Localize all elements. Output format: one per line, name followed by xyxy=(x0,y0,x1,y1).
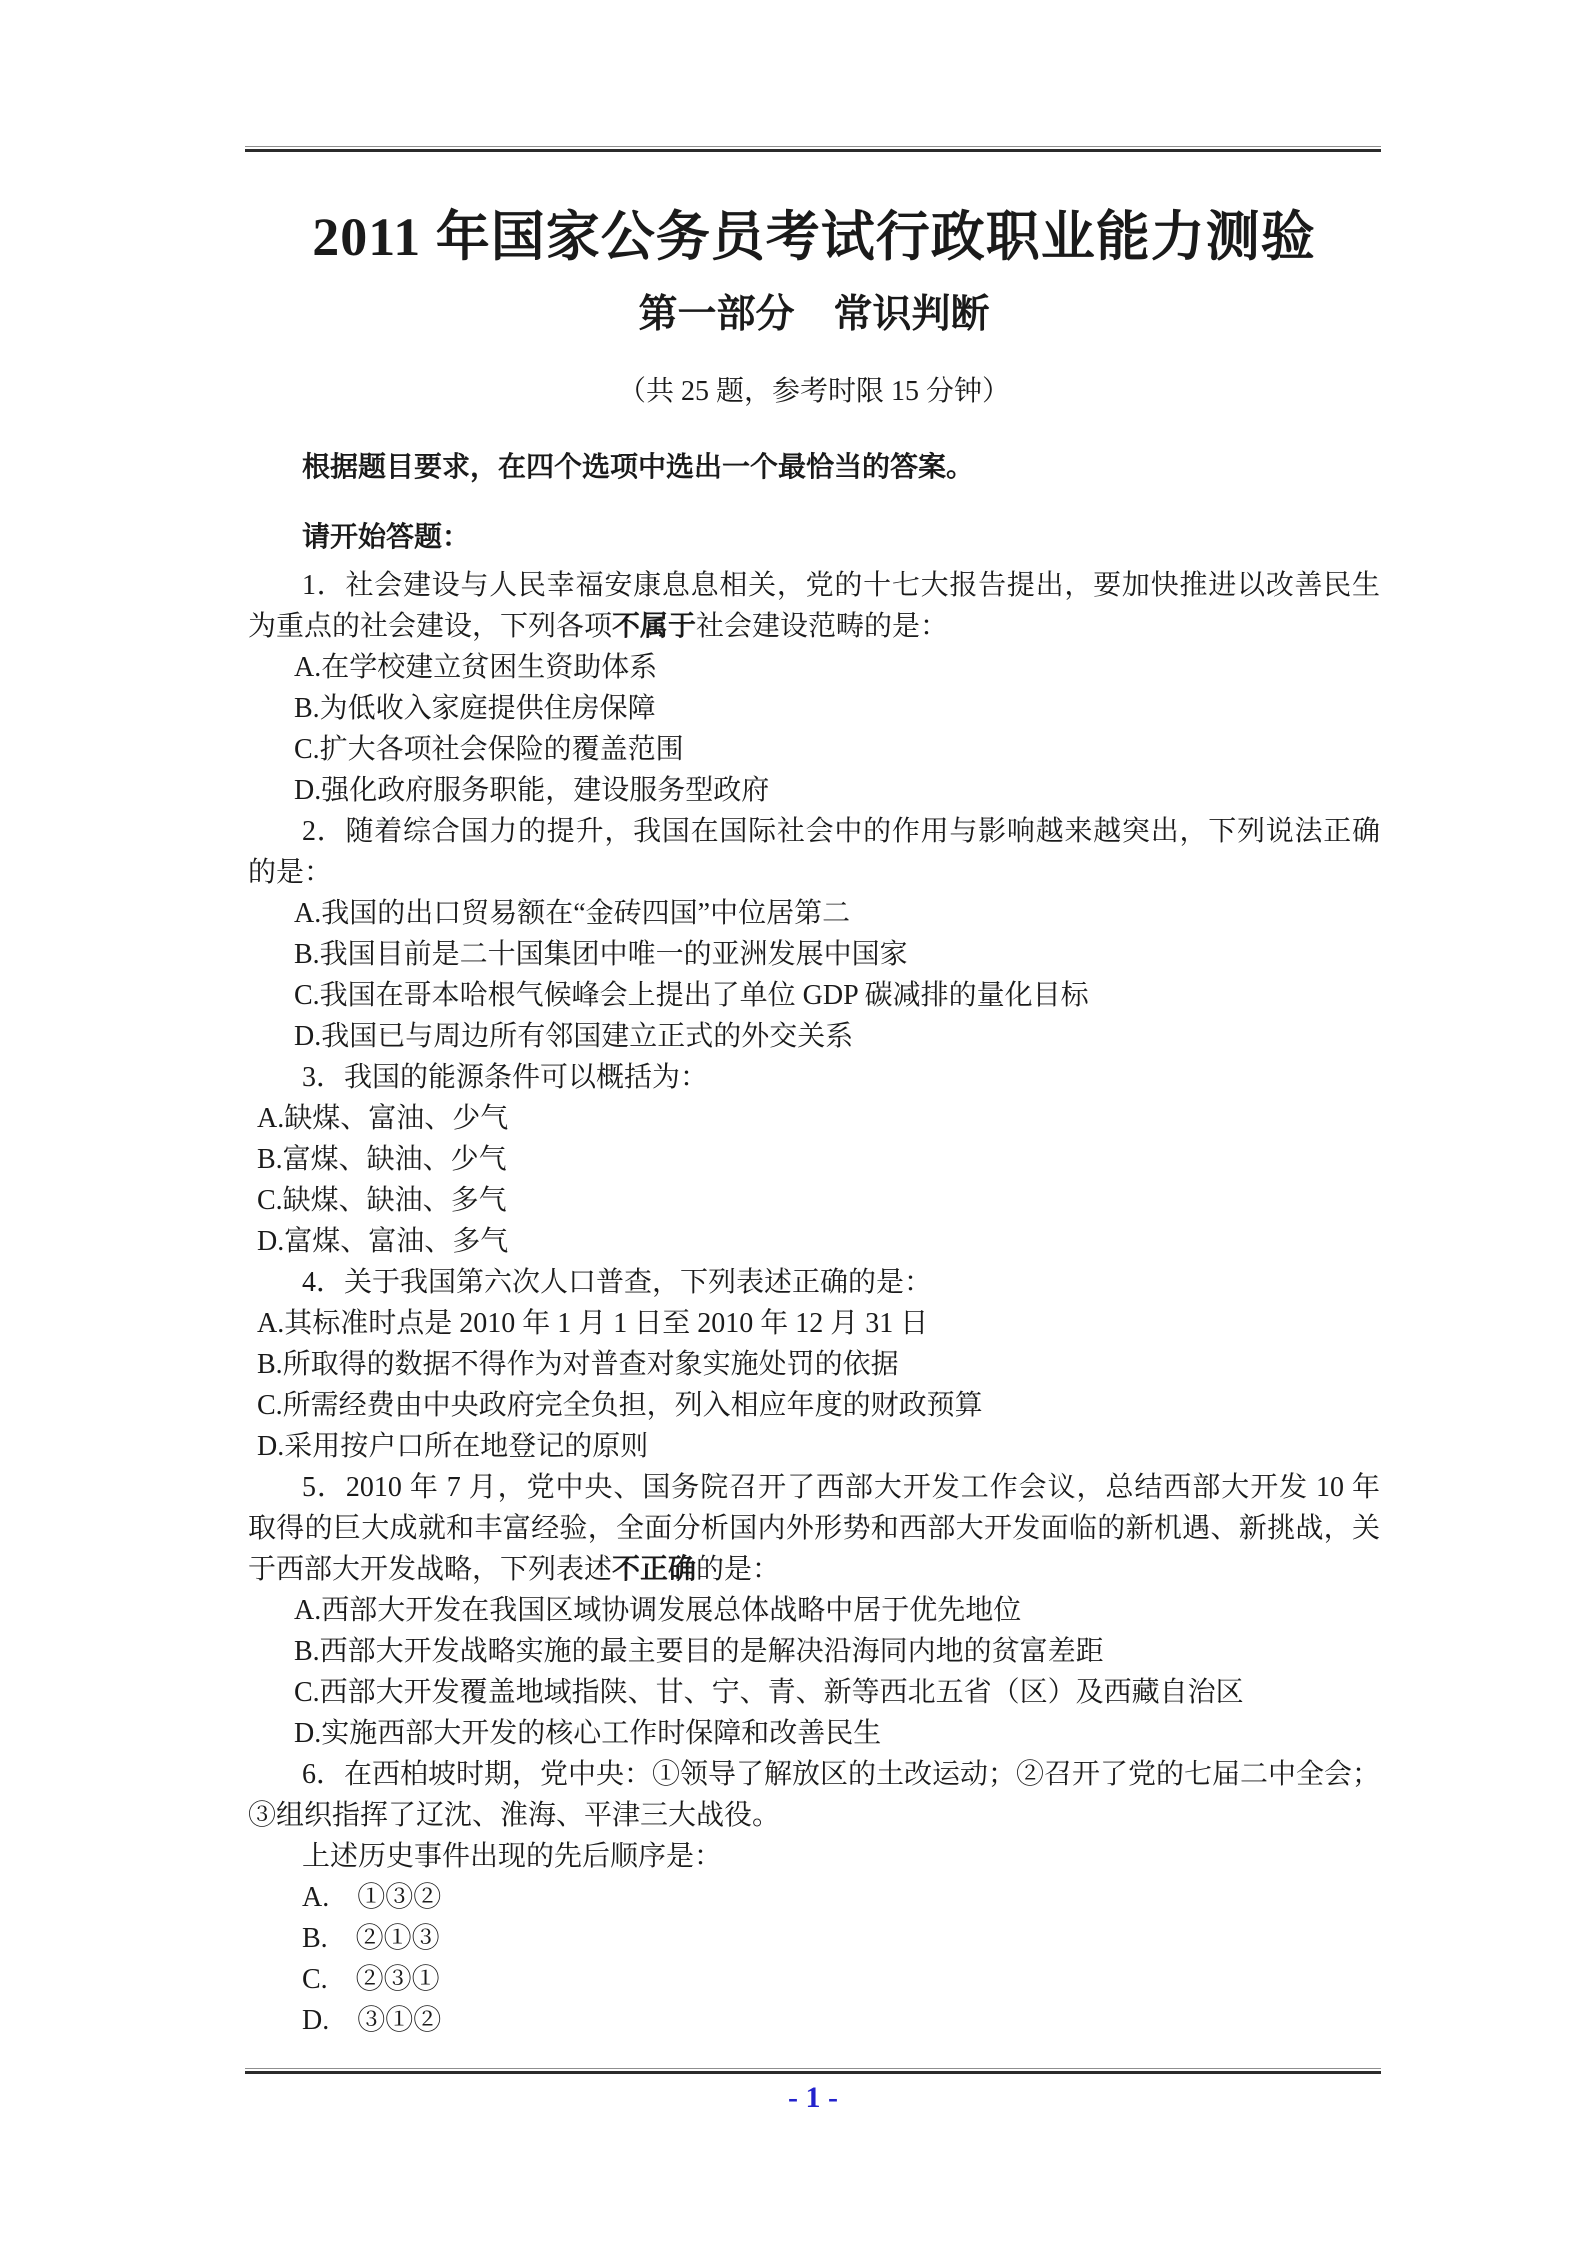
question-block xyxy=(248,1467,1380,1754)
option-line: D.实施西部大开发的核心工作时保障和改善民生 xyxy=(294,1718,882,1749)
option-line: D.我国已与周边所有邻国建立正式的外交关系 xyxy=(294,1021,854,1052)
question-stem-line xyxy=(248,1836,1380,1877)
option-line: D. ③①② xyxy=(302,2005,442,2036)
question-stem-line xyxy=(248,1795,1380,1836)
stem-text: 上述历史事件出现的先后顺序是： xyxy=(302,1841,723,1872)
page-number: - 1 - xyxy=(788,2081,838,2114)
stem-text: 1．社会建设与人民幸福安康息息相关，党的十七大报告提出，要加快推进以改善民生 xyxy=(302,570,1380,601)
stem-text: 社会建设范畴的是： xyxy=(696,611,949,642)
stem-text: 取得的巨大成就和丰富经验，全面分析国内外形势和西部大开发面临的新机遇、新挑战，关 xyxy=(248,1513,1380,1544)
question-block xyxy=(248,1262,1380,1467)
begin-prompt: 请开始答题： xyxy=(302,522,471,553)
option-line: A.在学校建立贫困生资助体系 xyxy=(294,652,658,683)
option-line: B. ②①③ xyxy=(302,1923,440,1954)
stem-text: 2．随着综合国力的提升，我国在国际社会中的作用与影响越来越突出，下列说法正确 xyxy=(302,816,1380,847)
option-line: C.扩大各项社会保险的覆盖范围 xyxy=(294,734,684,765)
option-line: C.缺煤、缺油、多气 xyxy=(257,1185,507,1216)
stem-text: 4．关于我国第六次人口普查，下列表述正确的是： xyxy=(302,1267,933,1298)
stem-text: 的是： xyxy=(248,857,333,888)
stem-text: 为重点的社会建设，下列各项 xyxy=(248,611,613,642)
option-line: A.我国的出口贸易额在“金砖四国”中位居第二 xyxy=(294,898,851,929)
option-line: C.西部大开发覆盖地域指陕、甘、宁、青、新等西北五省（区）及西藏自治区 xyxy=(294,1677,1244,1708)
section-heading: 第一部分 常识判断 xyxy=(638,293,990,336)
emphasis-text: 不属于 xyxy=(612,611,697,642)
question-stem-line xyxy=(248,1262,1380,1303)
stem-text: 的是： xyxy=(696,1554,781,1585)
instruction-text: 根据题目要求，在四个选项中选出一个最恰当的答案。 xyxy=(302,452,975,483)
stem-text: ③组织指挥了辽沈、淮海、平津三大战役。 xyxy=(248,1800,781,1831)
document-title: 2011 年国家公务员考试行政职业能力测验 xyxy=(312,207,1316,267)
section-note: （共 25 题，参考时限 15 分钟） xyxy=(617,376,1010,407)
question-stem-line xyxy=(248,1754,1380,1795)
option-line: A.其标准时点是 2010 年 1 月 1 日至 2010 年 12 月 31 日 xyxy=(257,1308,929,1339)
question-stem-line xyxy=(248,852,1380,893)
question-block xyxy=(248,1754,1380,2041)
option-line: B.西部大开发战略实施的最主要目的是解决沿海同内地的贫富差距 xyxy=(294,1636,1104,1667)
option-line: B.为低收入家庭提供住房保障 xyxy=(294,693,656,724)
stem-text: 5．2010 年 7 月，党中央、国务院召开了西部大开发工作会议，总结西部大开发 10 年 xyxy=(302,1472,1380,1503)
questions-list xyxy=(248,565,1380,2041)
option-line: D.富煤、富油、多气 xyxy=(257,1226,509,1257)
option-line: D.强化政府服务职能，建设服务型政府 xyxy=(294,775,770,806)
question-block xyxy=(248,811,1380,1057)
question-stem-line xyxy=(248,811,1380,852)
question-stem-line xyxy=(248,1057,1380,1098)
option-line: C.我国在哥本哈根气候峰会上提出了单位 GDP 碳减排的量化目标 xyxy=(294,980,1089,1011)
option-line: B.富煤、缺油、少气 xyxy=(257,1144,507,1175)
question-stem-line xyxy=(248,1508,1380,1549)
option-line: A.缺煤、富油、少气 xyxy=(257,1103,509,1134)
question-stem-line xyxy=(248,565,1380,606)
question-block xyxy=(248,1057,1380,1262)
stem-text: 6．在西柏坡时期，党中央：①领导了解放区的土改运动；②召开了党的七届二中全会； xyxy=(302,1759,1380,1790)
emphasis-text: 不正确 xyxy=(612,1554,697,1585)
option-line: A.西部大开发在我国区域协调发展总体战略中居于优先地位 xyxy=(294,1595,1022,1626)
footer-rule xyxy=(245,2068,1381,2074)
question-stem-line xyxy=(248,606,1380,647)
option-line: B.所取得的数据不得作为对普查对象实施处罚的依据 xyxy=(257,1349,899,1380)
option-line: D.采用按户口所在地登记的原则 xyxy=(257,1431,649,1462)
option-line: C. ②③① xyxy=(302,1964,440,1995)
option-line: A. ①③② xyxy=(302,1882,442,1913)
question-stem-line xyxy=(248,1549,1380,1590)
stem-text: 于西部大开发战略，下列表述 xyxy=(248,1554,613,1585)
question-stem-line xyxy=(248,1467,1380,1508)
option-line: C.所需经费由中央政府完全负担，列入相应年度的财政预算 xyxy=(257,1390,983,1421)
page-content xyxy=(248,0,1380,2041)
stem-text: 3．我国的能源条件可以概括为： xyxy=(302,1062,709,1093)
option-line: B.我国目前是二十国集团中唯一的亚洲发展中国家 xyxy=(294,939,908,970)
question-block xyxy=(248,565,1380,811)
